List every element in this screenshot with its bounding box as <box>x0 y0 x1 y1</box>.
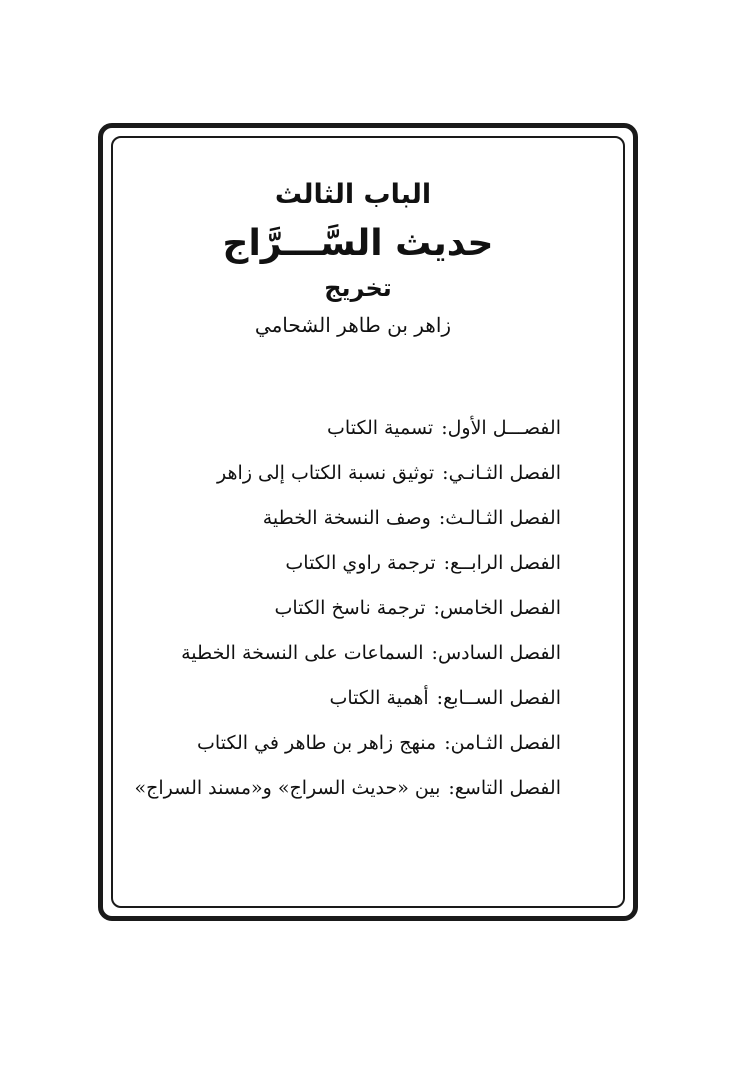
chapter-title: أهمية الكتاب <box>329 687 429 709</box>
chapter-item-3 <box>133 504 561 549</box>
author-name: زاهر بن طاهر الشحامي <box>254 313 452 337</box>
chapter-item-9 <box>133 774 561 819</box>
chapter-item-1 <box>133 414 561 459</box>
chapter-label: الفصـــل الأول <box>447 417 561 439</box>
chapter-title: ترجمة راوي الكتاب <box>285 552 436 574</box>
chapter-colon: : <box>441 417 448 439</box>
chapter-label: الفصل السادس <box>437 642 561 664</box>
chapter-colon: : <box>436 687 444 709</box>
chapter-title: وصف النسخة الخطية <box>262 507 431 529</box>
chapter-title: منهج زاهر بن طاهر في الكتاب <box>197 732 437 754</box>
part-title: الباب الثالث <box>274 179 432 210</box>
chapter-label: الفصل الثـانـي <box>448 462 561 484</box>
chapter-item-2 <box>133 459 561 504</box>
book-title: حديث السَّـــرَّاج <box>222 223 494 264</box>
chapter-label: الفصل الثـالـث <box>445 507 561 529</box>
chapter-item-7 <box>133 684 561 729</box>
chapter-label: الفصل الثـامن <box>450 732 561 754</box>
chapter-item-8 <box>133 729 561 774</box>
chapter-label: الفصل الخامس <box>439 597 561 619</box>
chapter-label: الفصل الســابع <box>443 687 561 709</box>
chapter-title: توثيق نسبة الكتاب إلى زاهر <box>217 462 435 484</box>
chapter-label: الفصل التاسع <box>454 777 561 799</box>
chapter-colon: : <box>431 642 438 664</box>
chapter-item-4 <box>133 549 561 594</box>
chapter-item-5 <box>133 594 561 639</box>
chapter-colon: : <box>442 462 449 484</box>
chapter-title: ترجمة ناسخ الكتاب <box>274 597 426 619</box>
chapter-label: الفصل الرابــع <box>450 552 561 574</box>
chapter-item-6 <box>133 639 561 684</box>
page-border-outer <box>98 123 638 921</box>
takhrij-label: تخريج <box>324 274 392 302</box>
chapter-colon: : <box>438 507 446 529</box>
chapter-colon: : <box>433 597 440 619</box>
chapter-colon: : <box>444 732 451 754</box>
chapter-title: بين «حديث السراج» و«مسند السراج» <box>134 777 441 799</box>
chapter-title: تسمية الكتاب <box>327 417 434 439</box>
chapters-list <box>133 414 561 819</box>
chapter-colon: : <box>448 777 455 799</box>
page-border-inner <box>111 136 625 908</box>
chapter-colon: : <box>443 552 451 574</box>
title-block <box>113 178 623 340</box>
chapter-title: السماعات على النسخة الخطية <box>181 642 424 664</box>
